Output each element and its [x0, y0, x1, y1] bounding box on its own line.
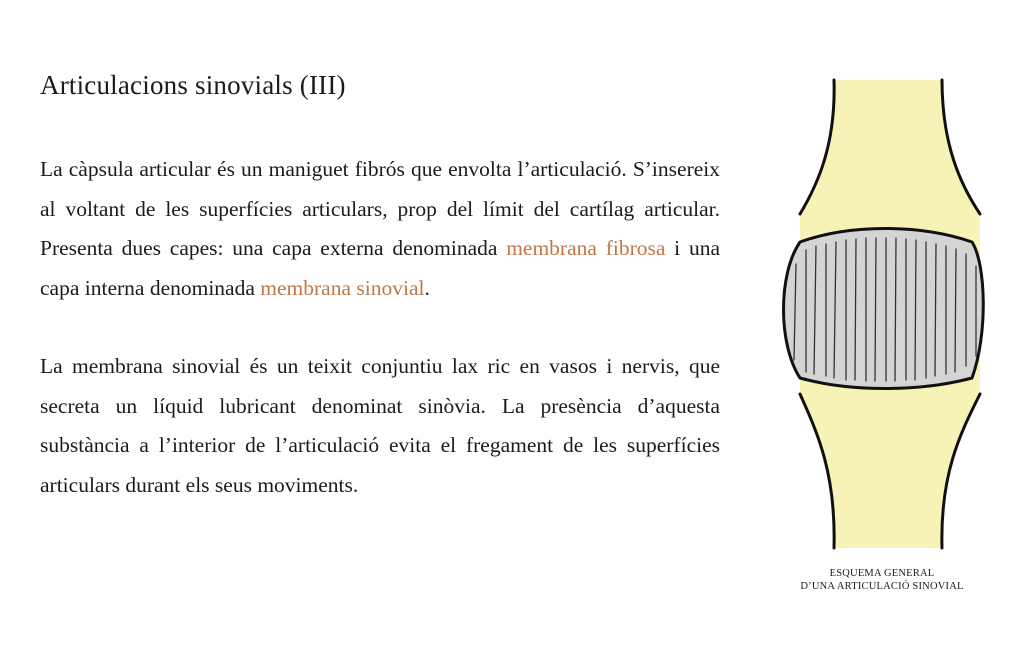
caption-line-1: ESQUEMA GENERAL — [829, 568, 935, 579]
term-membrana-sinovial: membrana sinovial — [260, 275, 425, 300]
synovial-joint-diagram — [760, 74, 1000, 554]
text-column — [40, 150, 720, 505]
paragraph-1-text-c: . — [424, 275, 430, 300]
caption-line-2: D’UNA ARTICULACIÓ SINOVIAL — [800, 581, 964, 592]
paragraph-capsule — [40, 150, 720, 308]
term-membrana-fibrosa: membrana fibrosa — [506, 236, 666, 260]
page-title: Articulacions sinovials (III) — [40, 70, 346, 100]
paragraph-1-text-b: i una capa interna denominada — [40, 236, 720, 300]
joint-capsule — [784, 229, 984, 389]
paragraph-synovial: La membrana sinovial és un teixit conjuntiu lax ric en vasos i nervis, que secreta un líquid lubricant denominat sinòvia. La presència d’aquesta substància a l’interior de l’articulació evita el fregament de les superfícies articulars durant els seus moviments. — [40, 354, 720, 497]
paragraph-1-text-a: La càpsula articular és un maniguet fibrós que envolta l’articulació. S’insereix al voltant de les superfícies articulars, prop del límit del cartílag articular. Presenta dues capes: una capa externa denominada — [40, 157, 720, 260]
figure-caption — [760, 567, 1004, 593]
